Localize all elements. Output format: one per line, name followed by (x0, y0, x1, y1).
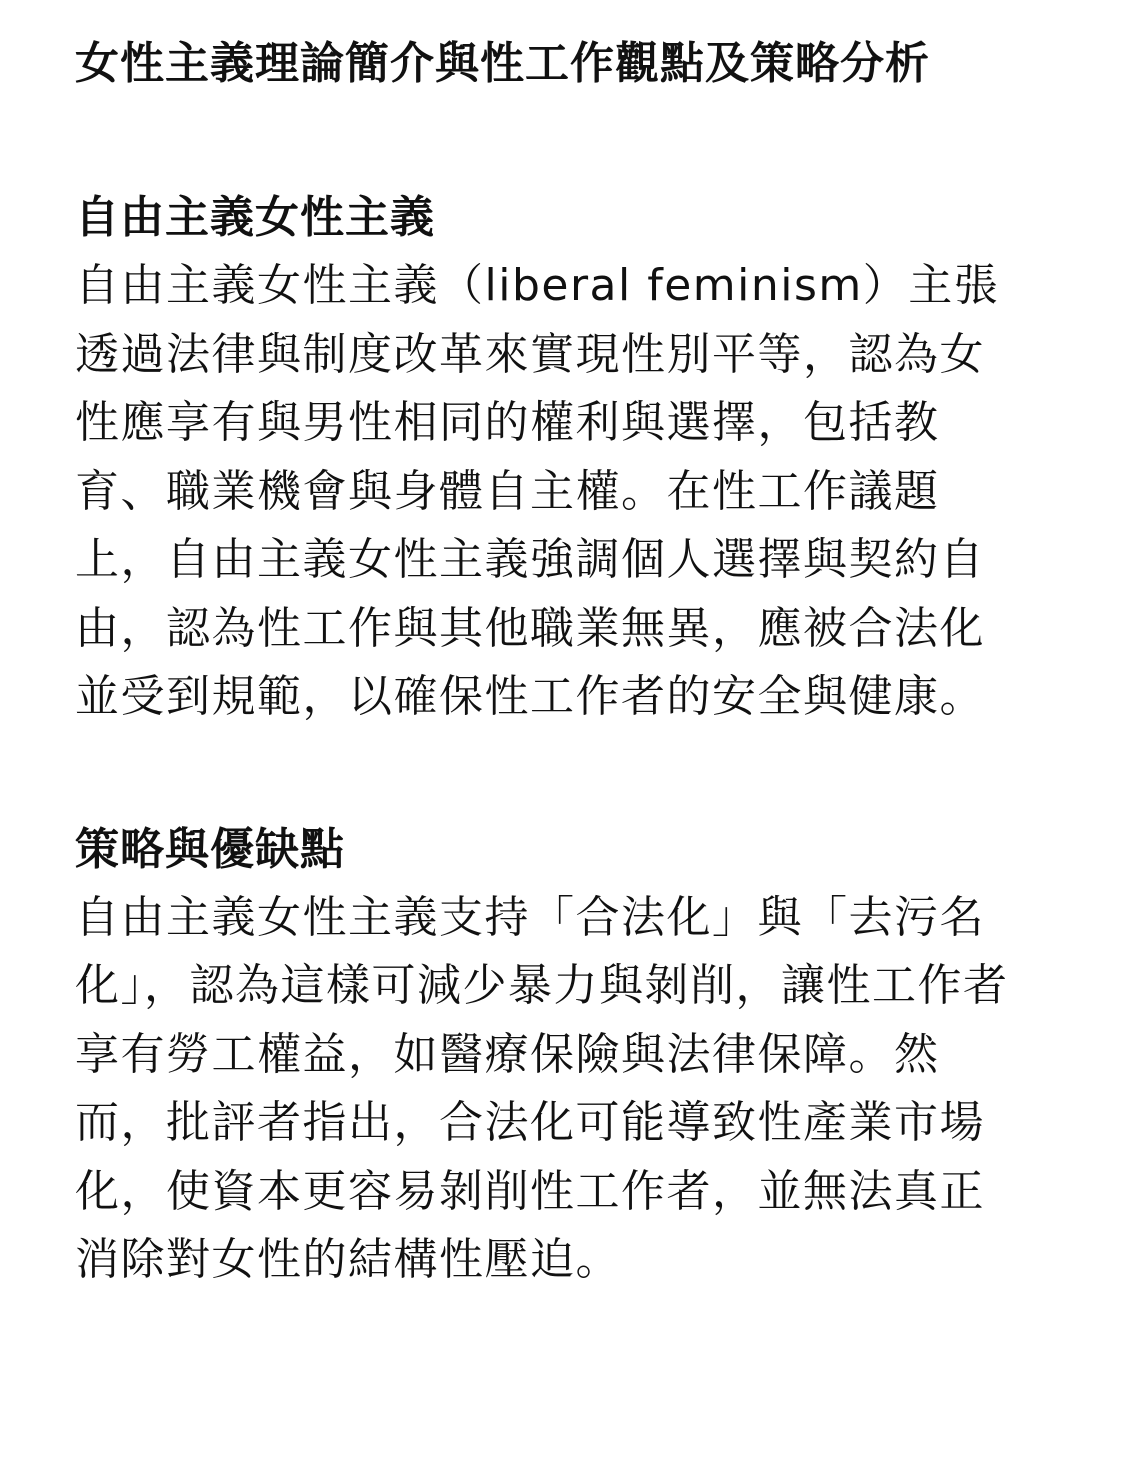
section-strategy-pros-cons (75, 816, 1125, 1295)
section-liberal-feminism (75, 184, 1125, 732)
document-title: 女性主義理論簡介與性工作觀點及策略分析 (75, 38, 930, 89)
section-paragraph: 自由主義女性主義支持「合法化」與「去污名化」，認為這樣可減少暴力與剝削，讓性工作者享有勞工權益，如醫療保險與法律保障。然而，批評者指出，合法化可能導致性產業市場化，使資本更容易剝削性工作者，並無法真正消除對女性的結構性壓迫。 (75, 891, 1009, 1285)
section-heading: 策略與優缺點 (75, 823, 345, 875)
section-paragraph: 自由主義女性主義（liberal feminism）主張透過法律與制度改革來實現性別平等，認為女性應享有與男性相同的權利與選擇，包括教育、職業機會與身體自主權。在性工作議題上，自由主義女性主義強調個人選擇與契約自由，認為性工作與其他職業無異，應被合法化並受到規範，以確保性工作者的安全與健康。 (75, 260, 1000, 722)
section-heading: 自由主義女性主義 (75, 192, 435, 243)
